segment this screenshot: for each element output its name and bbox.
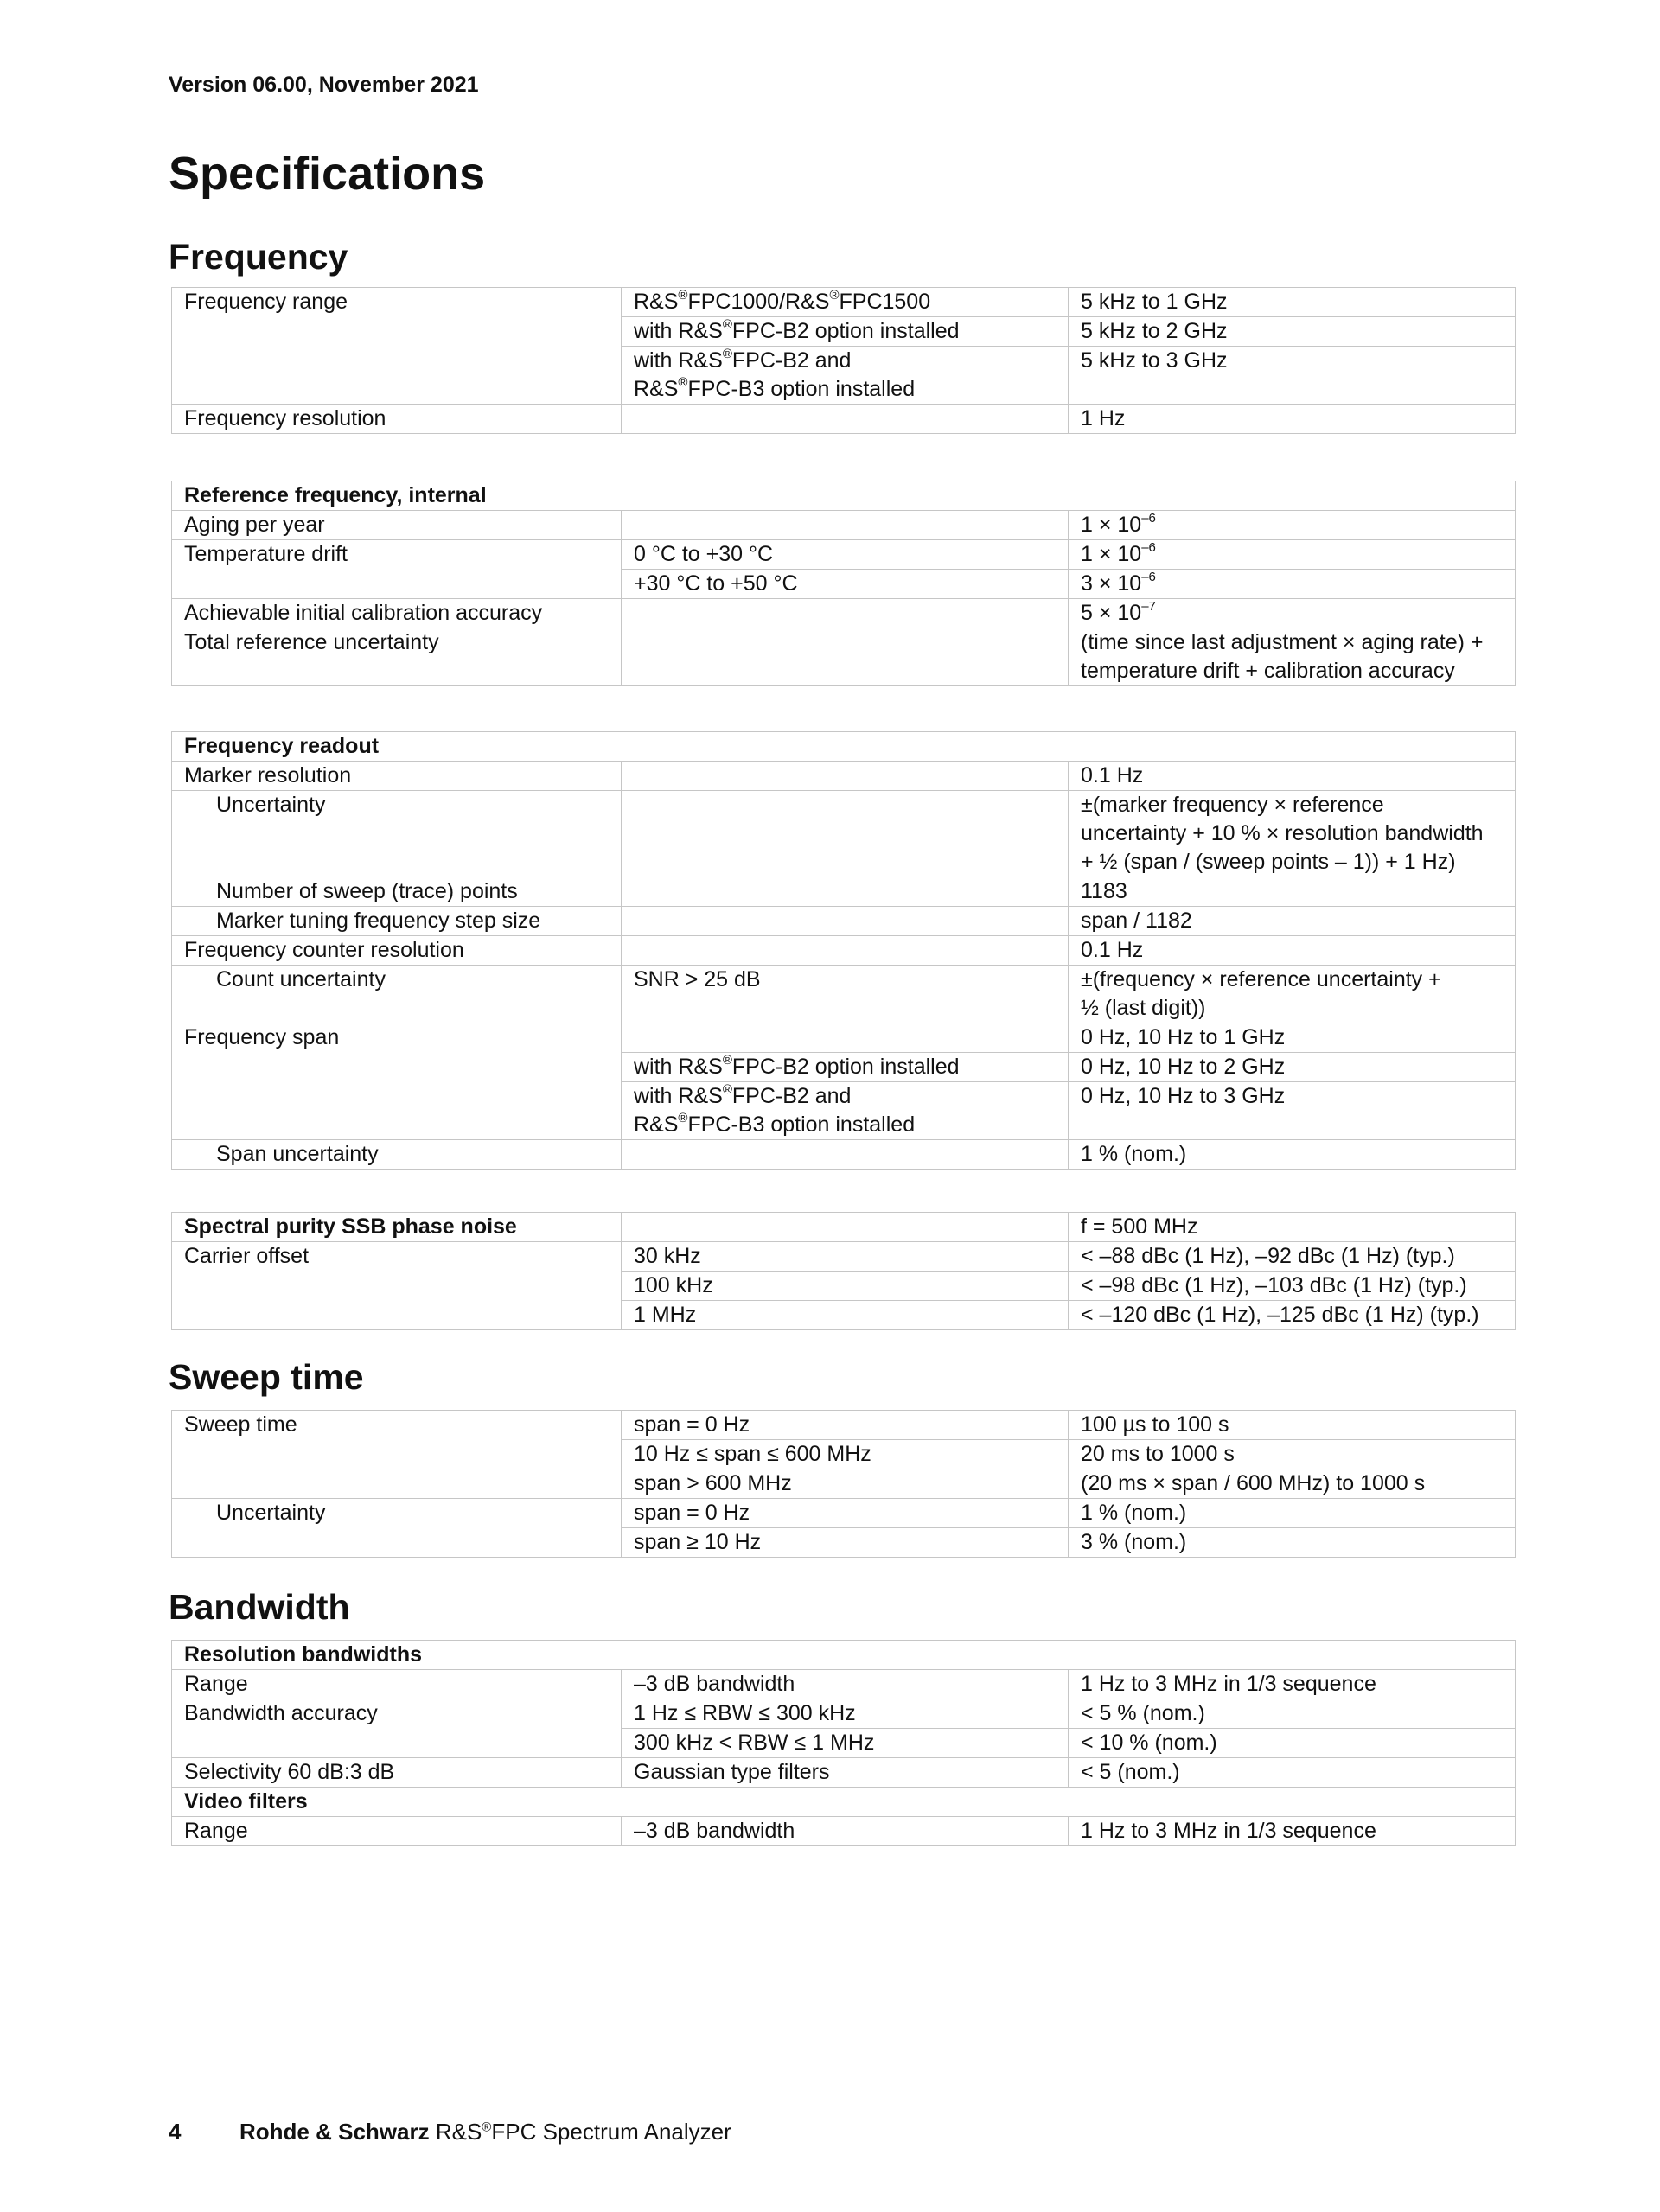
table-row — [172, 791, 1516, 877]
spec-condition — [622, 762, 1069, 791]
spec-label: Bandwidth accuracy — [172, 1699, 622, 1758]
spec-label: Count uncertainty — [172, 966, 622, 1023]
spec-condition: –3 dB bandwidth — [622, 1670, 1069, 1699]
spec-value: f = 500 MHz — [1069, 1213, 1516, 1242]
spec-condition — [622, 599, 1069, 628]
spec-condition: span = 0 Hz — [622, 1411, 1069, 1440]
spec-label: Range — [172, 1670, 622, 1699]
bandwidth-table — [171, 1640, 1516, 1846]
table-row — [172, 936, 1516, 966]
spec-label: Range — [172, 1817, 622, 1846]
page-footer — [169, 2119, 731, 2145]
spec-condition: R&S®FPC1000/R&S®FPC1500 — [622, 288, 1069, 317]
table-row — [172, 1699, 1516, 1729]
spec-label: Aging per year — [172, 511, 622, 540]
table-header-row — [172, 481, 1516, 511]
spec-condition — [622, 877, 1069, 907]
spec-label: Sweep time — [172, 1411, 622, 1499]
spec-value: 0 Hz, 10 Hz to 3 GHz — [1069, 1082, 1516, 1140]
spec-value: 0 Hz, 10 Hz to 1 GHz — [1069, 1023, 1516, 1053]
spec-condition: SNR > 25 dB — [622, 966, 1069, 1023]
frequency-readout-table — [171, 731, 1516, 1170]
spec-condition: with R&S®FPC-B2 option installed — [622, 1053, 1069, 1082]
reference-frequency-table — [171, 481, 1516, 686]
spec-label: Frequency span — [172, 1023, 622, 1140]
section-title-bandwidth: Bandwidth — [169, 1587, 350, 1627]
table-row — [172, 1499, 1516, 1528]
spec-label: Marker tuning frequency step size — [172, 907, 622, 936]
spec-condition: 0 °C to +30 °C — [622, 540, 1069, 570]
spec-condition: 100 kHz — [622, 1272, 1069, 1301]
spec-condition — [622, 511, 1069, 540]
spec-condition: span = 0 Hz — [622, 1499, 1069, 1528]
page-title: Specifications — [169, 148, 486, 200]
table-row — [172, 907, 1516, 936]
spec-value: 1 % (nom.) — [1069, 1499, 1516, 1528]
table-header-row — [172, 1641, 1516, 1670]
version-line: Version 06.00, November 2021 — [169, 73, 479, 97]
table-heading: Spectral purity SSB phase noise — [172, 1213, 622, 1242]
spec-label: Total reference uncertainty — [172, 628, 622, 686]
spec-condition: with R&S®FPC-B2 option installed — [622, 317, 1069, 347]
table-header-row — [172, 732, 1516, 762]
table-row — [172, 1817, 1516, 1846]
spec-condition: span ≥ 10 Hz — [622, 1528, 1069, 1558]
spec-value: 1183 — [1069, 877, 1516, 907]
table-heading: Reference frequency, internal — [172, 481, 1516, 511]
spec-condition — [622, 1023, 1069, 1053]
table-row — [172, 1242, 1516, 1272]
spec-condition: 30 kHz — [622, 1242, 1069, 1272]
spec-condition — [622, 907, 1069, 936]
spec-condition: 300 kHz < RBW ≤ 1 MHz — [622, 1729, 1069, 1758]
company-name: Rohde & Schwarz — [239, 2119, 430, 2145]
table-heading: Video filters — [172, 1788, 1516, 1817]
spec-condition: with R&S®FPC-B2 and R&S®FPC-B3 option installed — [622, 1082, 1069, 1140]
table-row — [172, 540, 1516, 570]
spec-condition — [622, 628, 1069, 686]
spec-value: $1 \times 10^{-6}$ — [1069, 540, 1516, 570]
spec-value: (20 ms × span / 600 MHz) to 1000 s — [1069, 1469, 1516, 1499]
phase-noise-table — [171, 1212, 1516, 1330]
spec-value: < 10 % (nom.) — [1069, 1729, 1516, 1758]
spec-condition: 1 Hz ≤ RBW ≤ 300 kHz — [622, 1699, 1069, 1729]
sweep-time-table — [171, 1410, 1516, 1558]
spec-label: Uncertainty — [172, 1499, 622, 1558]
section-title-frequency: Frequency — [169, 237, 348, 277]
spec-condition: with R&S®FPC-B2 and R&S®FPC-B3 option installed — [622, 347, 1069, 405]
spec-condition: 10 Hz ≤ span ≤ 600 MHz — [622, 1440, 1069, 1469]
spec-value: 1 Hz to 3 MHz in 1/3 sequence — [1069, 1670, 1516, 1699]
spec-label: Marker resolution — [172, 762, 622, 791]
spec-condition — [622, 1140, 1069, 1170]
spec-label: Number of sweep (trace) points — [172, 877, 622, 907]
spec-condition: +30 °C to +50 °C — [622, 570, 1069, 599]
spec-value: (time since last adjustment × aging rate) + temperature drift + calibration accuracy — [1069, 628, 1516, 686]
spec-value: $1 \times 10^{-6}$ — [1069, 511, 1516, 540]
spec-value: 1 Hz — [1069, 405, 1516, 434]
table-row — [172, 1758, 1516, 1788]
table-row — [172, 511, 1516, 540]
spec-condition — [622, 791, 1069, 877]
frequency-range-table — [171, 287, 1516, 434]
table-row — [172, 1411, 1516, 1440]
spec-value: $3 \times 10^{-6}$ — [1069, 570, 1516, 599]
spec-condition: –3 dB bandwidth — [622, 1817, 1069, 1846]
spec-value: 3 % (nom.) — [1069, 1528, 1516, 1558]
spec-value: < 5 (nom.) — [1069, 1758, 1516, 1788]
table-row — [172, 288, 1516, 317]
product-name: R&S®FPC Spectrum Analyzer — [435, 2119, 731, 2145]
spec-value: 100 µs to 100 s — [1069, 1411, 1516, 1440]
spec-label: Frequency resolution — [172, 405, 622, 434]
spec-value: < –98 dBc (1 Hz), –103 dBc (1 Hz) (typ.) — [1069, 1272, 1516, 1301]
spec-value: < –88 dBc (1 Hz), –92 dBc (1 Hz) (typ.) — [1069, 1242, 1516, 1272]
table-header-row — [172, 1213, 1516, 1242]
spec-value: ±(marker frequency × reference uncertainty + 10 % × resolution bandwidth + ½ (span / (sweep points – 1)) + 1 Hz) — [1069, 791, 1516, 877]
spec-condition — [622, 936, 1069, 966]
table-row — [172, 628, 1516, 686]
spec-label: Uncertainty — [172, 791, 622, 877]
spec-value: 5 kHz to 2 GHz — [1069, 317, 1516, 347]
table-header-row — [172, 1788, 1516, 1817]
spec-label: Frequency counter resolution — [172, 936, 622, 966]
table-row — [172, 1023, 1516, 1053]
spec-value: 0.1 Hz — [1069, 936, 1516, 966]
table-row — [172, 599, 1516, 628]
spec-value: 5 kHz to 1 GHz — [1069, 288, 1516, 317]
spec-value: < –120 dBc (1 Hz), –125 dBc (1 Hz) (typ.) — [1069, 1301, 1516, 1330]
spec-value: $5 \times 10^{-7}$ — [1069, 599, 1516, 628]
table-row — [172, 405, 1516, 434]
spec-value: 0 Hz, 10 Hz to 2 GHz — [1069, 1053, 1516, 1082]
spec-value: < 5 % (nom.) — [1069, 1699, 1516, 1729]
table-row — [172, 762, 1516, 791]
spec-label: Carrier offset — [172, 1242, 622, 1330]
table-heading: Resolution bandwidths — [172, 1641, 1516, 1670]
table-row — [172, 1670, 1516, 1699]
spec-value: 20 ms to 1000 s — [1069, 1440, 1516, 1469]
spec-condition — [622, 1213, 1069, 1242]
spec-value: 5 kHz to 3 GHz — [1069, 347, 1516, 405]
spec-value: 1 Hz to 3 MHz in 1/3 sequence — [1069, 1817, 1516, 1846]
table-row — [172, 877, 1516, 907]
spec-value: 0.1 Hz — [1069, 762, 1516, 791]
spec-label: Temperature drift — [172, 540, 622, 599]
spec-label: Achievable initial calibration accuracy — [172, 599, 622, 628]
spec-condition: 1 MHz — [622, 1301, 1069, 1330]
spec-label: Frequency range — [172, 288, 622, 405]
spec-label: Selectivity 60 dB:3 dB — [172, 1758, 622, 1788]
spec-value: 1 % (nom.) — [1069, 1140, 1516, 1170]
section-title-sweep-time: Sweep time — [169, 1357, 364, 1397]
spec-condition: Gaussian type filters — [622, 1758, 1069, 1788]
page-number: 4 — [169, 2119, 182, 2145]
spec-condition: span > 600 MHz — [622, 1469, 1069, 1499]
table-row — [172, 1140, 1516, 1170]
table-row — [172, 966, 1516, 1023]
spec-label: Span uncertainty — [172, 1140, 622, 1170]
spec-condition — [622, 405, 1069, 434]
table-heading: Frequency readout — [172, 732, 1516, 762]
spec-value: span / 1182 — [1069, 907, 1516, 936]
spec-value: ±(frequency × reference uncertainty + ½ (last digit)) — [1069, 966, 1516, 1023]
